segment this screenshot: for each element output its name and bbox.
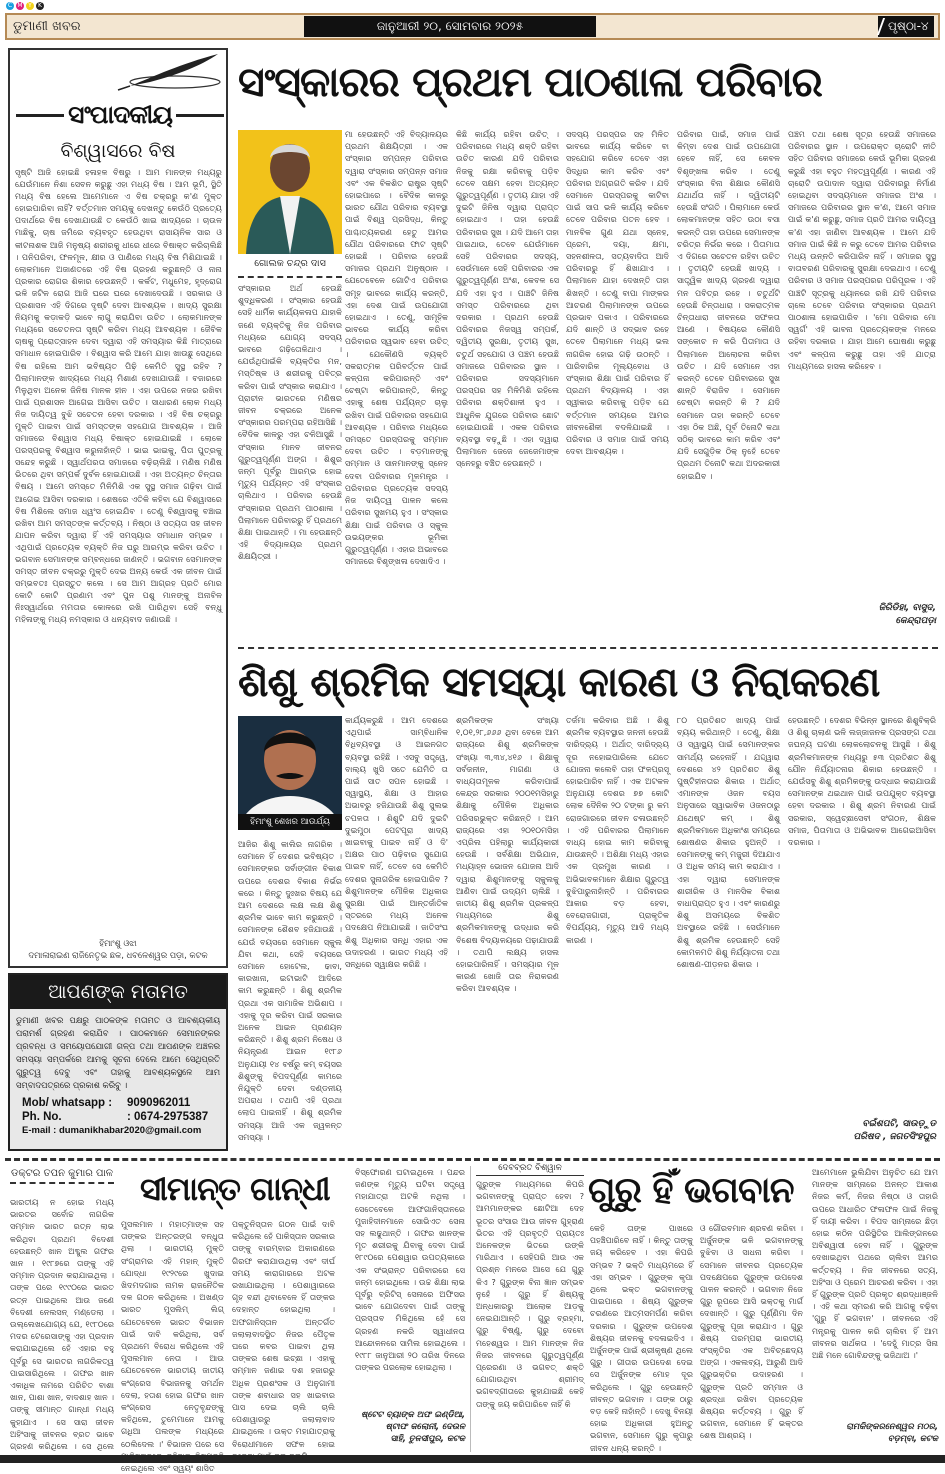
page-number: ପୃଷ୍ଠା-୪ (878, 16, 934, 37)
editorial-byline (10, 937, 226, 961)
mobile-number[interactable]: 9090962011 (127, 1097, 191, 1109)
section-divider (238, 647, 938, 649)
editorial-box (8, 48, 228, 968)
cyan-mark-icon: C (7, 2, 13, 9)
signoff-line: ପରିଷଦ , ଜଗତସିଂହପୁର (853, 1132, 936, 1142)
article2-column-6: ହେଉଛନ୍ତି । ଦେଶର ବିଭିନ୍ନ ସ୍ଥାନରେ ଶିଶୁବିକ୍ରି ଓ ଶିଶୁ ଚାଲାଣ ଭଳି ଲଜ୍ଜାଜନକ ପ୍ରସଙ୍ଗ ତଥା ଜଘନ୍ୟ ଘଟଣା ଲୋକଲୋଚନକୁ ଆସୁଛି । ଶିଶୁ ଶ୍ରମିକମାନଙ୍କ ମଧ୍ୟରୁ ୫୩ ପ୍ରତିଶତ ଶିଶୁ ଯୌନ ନିର୍ଯ୍ୟାତନାର ଶିକାର ହେଉଛନ୍ତି । ଯେଉଁସବୁ ଶିଶୁ ଶ୍ରମିକଙ୍କୁ ଉଦ୍ଧାର କରାଯାଉଛି ସେମାନଙ୍କ ଥଇଥାନ ପାଇଁ ଉପଯୁକ୍ତ ବ୍ୟବସ୍ଥା ହେବା ଦରକାର । ଶିଶୁ ଶ୍ରମ ନିବାରଣ ପାଇଁ ସରକାର, ସ୍ୱେଚ୍ଛାସେବୀ ସଂଗଠନ, ଶିକ୍ଷକ ସମାଜ, ପିତାମାତା ଓ ଅଭିଭାବକ ଆଗେଇଆସିବା ଦରକାର । (788, 715, 936, 848)
article3-headline: ସୀମାନ୍ତ ଗାନ୍ଧୀ (140, 1170, 330, 1208)
byline-address: ଦମାଳାରାଇଣ ରାଜିନେତୃଭ ଛକ, ଧବଳେଶ୍ୱର ପଡ଼ା, କଟକ (28, 950, 208, 960)
opinion-box (8, 973, 228, 1151)
article4-signoff (812, 1420, 938, 1444)
black-mark-icon: K (36, 2, 44, 10)
article2-headline: ଶିଶୁ ଶ୍ରମିକ ସମସ୍ୟା କାରଣ ଓ ନିରାକରଣ (238, 658, 880, 706)
opinion-text: ଡୁମାଣୀ ଖବର ପକ୍ଷରୁ ପାଠକଙ୍କ ମତାମତ ଓ ଆବଶ୍ୟକୀୟ ପରାମର୍ଶ ଗ୍ରହଣ କରାଯିବ । ପାଠକମାନେ ସେମାନଙ୍କର ପ୍ରବନ୍ଧ ଓ ସମୟୋପଯୋଗୀ ଗଳ୍ପ ତଥା ଆପଣଙ୍କ ଅଞ୍ଚଳର ସମସ୍ୟା ସମ୍ପର୍କରେ ଆମକୁ ସୂଚନା ଦେଲେ ଆମେ ସେଥିପ୍ରତି ଗୁରୁତ୍ୱ ଦେବୁ ଏବଂ ତାହାକୁ ଆବଶ୍ୟକସ୍ଥଳେ ଆମ ସମ୍ବାଦପତ୍ରରେ ପ୍ରକାଶ କରିବୁ । (16, 1015, 220, 1090)
divider (238, 276, 342, 278)
contact-info (10, 1094, 226, 1140)
issue-date: ଜାନୁଆରୀ ୨୦, ସୋମବାର ୨୦୨୫ (304, 16, 596, 37)
phone-label: Ph. No. (22, 1111, 62, 1123)
article3-signoff (355, 1408, 465, 1444)
article1-headline: ସଂସ୍କାରର ପ୍ରଥମ ପାଠଶାଳା ପରିବାର (238, 58, 822, 106)
person-portrait-icon (238, 130, 342, 254)
article2-column-4: ତର୍ଜମା କରିବାର ଅଛି । ଶିଶୁ ଶ୍ରମିକ ବ୍ୟବସ୍ଥାର ଜନନୀ ହେଉଛି ଦାରିଦ୍ର୍ୟ । ଅର୍ଥାତ୍ ଦାରିଦ୍ର୍ୟ ଦୂର ନହୋଇପାରିଲେ ଯେତେ ଯୋଜନା କଲେବି ତାହା ଫଳପ୍ରସୂ ହୋଇପାରିବ ନାହିଁ । ଏକ ଅଟକଳ ଅନୁଯାୟୀ ଦେଶର ୭୭ କୋଟି ଲୋକ ଦୈନିକ ୨୦ ଟଙ୍କା ରୁ କମ ରୋଜଗାରରେ ଜୀବନ ଚଳାଉଛନ୍ତି । ଏହି ପରିବାରର ପିଲାମାନେ ବାଧ୍ୟ ହୋଇ କାମ କରିବାକୁ ଯାଉଛନ୍ତି । ଅଶିକ୍ଷା ମଧ୍ୟ ଏହାର ଏକ ପ୍ରମୁଖ କାରଣ । ଅଭିଭାବକମାନେ ଶିକ୍ଷାର ଗୁରୁତ୍ୱ ବୁଝିପାରୁନାହାଁନ୍ତି । ପରିବାରର ଆକାର ବଡ଼ ହେବା, ବେରୋଜଗାରୀ, ପ୍ରାକୃତିକ ବିପର୍ଯ୍ୟୟ, ମୃତ୍ୟୁ ଆଦି ମଧ୍ୟ କାରଣ । (566, 715, 669, 945)
signoff-line: ସାହି, ତୁଳସୀପୁର, କଟକ (390, 1433, 465, 1443)
print-registration-marks (6, 2, 44, 10)
article2-column-1: ଆଜିର ଶିଶୁ କାଲିର ନାଗରିକ । ସେମାନେ ହିଁ ଦେଶର ଭବିଷ୍ୟତ । ସେମାନଙ୍କର ସର୍ବାଙ୍ଗୀନ ବିକାଶ ଉପରେ ଦେଶର ବିକାଶ ନିର୍ଭର କରେ । କିନ୍ତୁ ଦୁଃଖର ବିଷୟ ଯେ ଆମ ଦେଶରେ ଲକ୍ଷ ଲକ୍ଷ ଶିଶୁ ଶ୍ରମିକ ଭାବେ କାମ କରୁଛନ୍ତି । ସେମାନଙ୍କ ଶୈଶବ ହଜିଯାଉଛି । ଯେଉଁ ବୟସରେ ସେମାନେ ସ୍କୁଲ ଯିବା କଥା, ସେହି ବୟସରେ ସେମାନେ ହୋଟେଲ, ଢାବା, କାରଖାନା, ଇଟାଭାଟି ଆଦିରେ କାମ କରୁଛନ୍ତି । ଶିଶୁ ଶ୍ରମିକ ପ୍ରଥା ଏକ ସାମାଜିକ ଅଭିଶାପ । ଏହାକୁ ଦୂର କରିବା ପାଇଁ ସରକାର ଅନେକ ଆଇନ ପ୍ରଣୟନ କରିଛନ୍ତି । ଶିଶୁ ଶ୍ରମ ନିଷେଧ ଓ ନିୟନ୍ତ୍ରଣ ଆଇନ ୧୯୮୬ ଅନୁଯାୟୀ ୧୪ ବର୍ଷରୁ କମ୍ ବୟସର ଶିଶୁଙ୍କୁ ବିପଦପୂର୍ଣ୍ଣ କାମରେ ନିଯୁକ୍ତି ଦେବା ଦଣ୍ଡନୀୟ ଅପରାଧ । ତଥାପି ଏହି ପ୍ରଥା ଲୋପ ପାଇନାହିଁ । ଶିଶୁ ଶ୍ରମିକ ସମସ୍ୟା ଆଜି ଏକ ଜ୍ୱଳନ୍ତ ସମସ୍ୟା । (238, 839, 342, 1142)
article1-column-6: ପଞ୍ଚମ ତଥା ଶେଷ ସୂତ୍ର ହେଉଛି ସମାଜରେ ପରିବାରର ସ୍ଥାନ । ଉପରୋକ୍ତ ଚାରୋଟି ନୀତି ସହିତ ପରିବାର ସମାଜରେ କେଉଁ ଭୂମିକା ଗ୍ରହଣ କରୁଛି ଏହା ବହୁତ ମହତ୍ୱପୂର୍ଣ୍ଣ । କାରଣ ଏହି ଚାରୋଟି ଉପାଦାନ ଦ୍ୱାରା ପରିବାରରୁ ନିର୍ମାଣ ହୋଇଥିବା ସଦସ୍ୟମାନେ ସମାଜର ଅଂଶ । ସମାଜରେ ପରିବାରର ସ୍ଥାନ କ'ଣ, ଆମେ ସମାଜ ପାଇଁ କ'ଣ କରୁଛୁ, ସମାଜ ପ୍ରତି ଆମର ଦାୟିତ୍ୱ କ'ଣ ଏହା ଜାଣିବା ଆବଶ୍ୟକ । ଆମେ ଯଦି ସମାଜ ପାଇଁ କିଛି ନ କରୁ ତେବେ ଆମର ପରିବାର ମଧ୍ୟ ଉନ୍ନତି କରିପାରିବ ନାହିଁ । ସମାଜର ସୁସ୍ଥ ବାତାବରଣ ପରିବାରକୁ ସୁରକ୍ଷା ଦେଇଥାଏ । ତେଣୁ ପରିବାର ଓ ସମାଜ ପରସ୍ପରର ପରିପୂରକ । ଏହି ପାଞ୍ଚଟି ସୂତ୍ରକୁ ଧ୍ୟାନରେ ରଖି ଯଦି ପରିବାର ଚାଲେ ତେବେ ପରିବାର ସଂସ୍କାରର ପ୍ରଥମ ପାଠଶାଳା ହୋଇପାରିବ । 'ମୋ ପରିବାର ମୋ ସ୍ୱର୍ଗ' ଏହି ଭାବନା ପ୍ରତ୍ୟେକଙ୍କ ମନରେ ରହିବା ଦରକାର । ଯାହା ଆମେ ଘୋଷଣା କରୁଛୁ ଏବଂ କଳ୍ପନା କରୁଛୁ ତାହା ଏହି ଯାତ୍ରା ମାଧ୍ୟମରେ ହାସଲ କରିହେବ । (788, 129, 936, 371)
column-divider (470, 1166, 471, 1452)
editorial-banner (16, 100, 224, 130)
magenta-mark-icon: M (17, 2, 23, 9)
article3-column-1: ଭାରତୀୟ ନ ହୋଇ ମଧ୍ୟ ଭାରତର ସର୍ବୋଚ୍ଚ ନାଗରିକ ସମ୍ମାନ ଭାରତ ରତ୍ନ ଲାଭ କରିଥିବା ପ୍ରଥମ ବିଦେଶୀ ହେଉଛନ୍ତି ଖାନ ଅବ୍ଦୁଲ ଗଫର ଖାନ । ୧୯୮୭ରେ ତାଙ୍କୁ ଏହି ସମ୍ମାନ ପ୍ରଦାନ କରାଯାଇଥିଲା । ତାଙ୍କ ପରେ ୧୯୯୦ରେ ଭାରତ ରତ୍ନ ପାଇଥିଲେ ଆଉ ଜଣେ ବିଦେଶୀ ନେଲସନ୍ ମଣ୍ଡେଲା । ଉଲ୍ଲେଖଯୋଗ୍ୟ ଯେ, ୧୯୮୦ରେ ମଦର ଟେରେସାଙ୍କୁ ଏହା ପ୍ରଦାନ କରାଯାଇଥିଲେ ହେଁ ଏହାର ବହୁ ପୂର୍ବରୁ ସେ ଭାରତର ନାଗରିକତ୍ୱ ପାଇସାରିଥିଲେ । ଗଫର ଖାନ ଏକାଧିକ ନାମରେ ପରିଚିତ ବାଶା ଖାନ, ପାଶା ଖାନ, ବାଦଶାହ ଖାନ । ତାଙ୍କୁ ସୀମାନ୍ତ ଗାନ୍ଧୀ ମଧ୍ୟ କୁହାଯାଏ । ସେ ସାରା ଜୀବନ ଅହିଂସାକୁ ଜୀବନର ବ୍ରତ ଭାବେ ଗ୍ରହଣ କରିଥିଲେ । ସେ ଥିଲେ (10, 1197, 114, 1452)
article2-signoff (788, 1118, 936, 1144)
article1-signoff (788, 602, 936, 628)
article3-column-2: ମୁସଲମାନ । ମହାତ୍ମାଙ୍କ ସହ ତାଙ୍କର ଅନ୍ତରଙ୍ଗ ବନ୍ଧୁତା ଥିଲା । ଭାରତୀୟ ମୁକ୍ତି ସଂଗ୍ରାମର ଏହି ମହାନ୍ ମୁକ୍ତି ଯୋଦ୍ଧା ୧୯୨୯ରେ ଖୁଦାଇ ଖିଦମଦଗାର ନାମକ ରାଜନୈତିକ ଦଳ ଗଠନ କରିଥିଲେ । ଅଖଣ୍ଡ ଭାରତ ମୁସଲିମ୍ ଲିଗ୍ ଯେତେବେଳେ ଭାରତ ବିଭାଜନ ପାଇଁ ଦାବି କରିଥିଲା, ସର୍ବ ପ୍ରଥମେ ବିରୋଧ କରିଥିଲେ ଏହି ମୁସଲମାନ ନେତା । ଆଉ ଯେତେବେଳେ ଭାରତୀୟ ଜାତୀୟ କଂଗ୍ରେସ ବିଭାଜନକୁ ସମର୍ଥନ ଦେଲା, ହତାଶ ହୋଇ ଗଫର ଖାନ କଂଗ୍ରେସ ନେତୃବୃନ୍ଦଙ୍କୁ କହିଥିଲେ, ତୁମେମାନେ ଆମକୁ ଗଧିଆ ପଲଙ୍କ ମଧ୍ୟରେ ଠେଲିଦେଲ ।' ବିଭାଜନ ପରେ ସେ ନେଇଥିଲେ ଏବଂ ସ୍ୱୟଂ ଶାସିତ (121, 1219, 224, 1474)
editorial-title: ବିଶ୍ୱାସରେ ବିଷ (60, 140, 176, 162)
article4-column-1: ଗୁରୁଙ୍କ ମାଧ୍ୟମରେ କିପରି ଭଗବାନଙ୍କୁ ପ୍ରାପ୍ତ ହେବା ? ଆମମାନଙ୍କର ଛୋଟିଆ ଦେହ ଭୂତର ସଂସାର ଆଉ ଜୀବନ ଗୁହ୍ରାଣ ଭିତର ଏହି ପ୍ରବୃତ୍ତି ପ୍ରାୟତଃ ଅନେକଙ୍କ ଭିତରେ ଉଙ୍କି ମାରିଥାଏ । ସେହିପରି ଆଉ ଏକ ପ୍ରଶ୍ନ ମନରେ ଆସେ ଯେ ଗୁରୁ କିଏ ? ଗୁରୁଙ୍କ ବିନା ଜ୍ଞାନ ସମ୍ଭବ ନୁହେଁ । ଗୁରୁ ହିଁ ଶିଷ୍ୟକୁ ଅନ୍ଧକାରରୁ ଆଲୋକ ଆଡ଼କୁ ନେଇଯାଆନ୍ତି । ଗୁରୁ ବ୍ରହ୍ମା, ଗୁରୁ ବିଷ୍ଣୁ, ଗୁରୁ ଦେବୋ ମହେଶ୍ୱର । ଆମ ମାନଙ୍କ ନିଜ ନିଜର ଜୀବନରେ ଗୁରୁତ୍ୱପୂର୍ଣ୍ଣ ପ୍ରେରଣା ଓ ଭଗବତ୍ ଶକ୍ତି ଯୋଗାଉଥିବା ଶ୍ରୀମଦ୍ ଭଗବଦ୍‌ଗୀତାରେ କୁହାଯାଇଛି କେହି ତାଙ୍କୁ ଜୟ କରିପାରିବେ ନାହିଁ କି (476, 1179, 584, 1409)
article3-column-3: ପକ୍ତୁନିସ୍ତାନ ଗଠନ ପାଇଁ ଦାବି କରିଥିଲେ ହେଁ ପାକିସ୍ତାନ ସରକାର ତାଙ୍କୁ ବାରମ୍ବାର ଅକାରଣରେ ଗିରଫ କରାଯାଉଥିଲା ଏବଂ ଦୀର୍ଘ ସମୟ କାରାଗାରରେ ଅଟକ ରଖାଯାଇଥିଲା । ପେଶାୱାରରେ ଗୃହ ବନ୍ଦୀ ଥିବାବେଳେ ହିଁ ତାଙ୍କର ଦେହାନ୍ତ ହୋଇଥିଲା । ଅଫଗାନିସ୍ତାନ ଅନ୍ତର୍ଗତ ଜଲାଲାବାଦସ୍ଥିତ ନିଜର ପୈତୃକ ଘରେ କବର ପାଇବା ଥିଲା ତାଙ୍କର ଶେଷ ଇଚ୍ଛା । ଏହାକୁ ସମ୍ମାନ ଜଣାଇ ଦଶ ହଜାରରୁ ଅଧିକ ପ୍ରଶଂସକ ଓ ଅନୁଗାମୀ ତାଙ୍କ ଶବାଧାର ସହ ଖାଇବାର ପାସ ଦେଇ ଚାଲି ଚାଲି ପେଶାୱାରରୁ ଜଲାଲାବାଦ ଯାଇଥିଲେ । ଉକ୍ତ ମହାଯାତ୍ରାକୁ ବିରୋଧୀମାନେ ସଫଳ ହୋଇ (232, 1219, 335, 1449)
byline-name: ହିମାଂଶୁ ଓଝା (99, 938, 137, 948)
phone-number[interactable]: : 0674-2975387 (127, 1111, 209, 1123)
article1-column-2: ମା ହେଉଛନ୍ତି ଏହି ବିଦ୍ୟାଳୟର ପ୍ରଥମ ଶିକ୍ଷୟିତ୍ରୀ । ଏକ ସଂସ୍କାର ସମ୍ପନ୍ନ ପରିବାର ଦ୍ୱାରା ସଂସ୍କାର ସମ୍ପନ୍ନ ସମାଜ ଏବଂ ଏକ ବିକଶିତ ରାଷ୍ଟ୍ର ସୃଷ୍ଟି ହୋଇପାରେ । ବୈଦିକ କାଳରୁ ଭାରତ ଯୌଥ ପରିବାର ବ୍ୟବସ୍ଥା ପାଇଁ ବିଶ୍ୱ ପ୍ରସିଦ୍ଧ, କିନ୍ତୁ ପାଶ୍ଚାତ୍ୟକରଣ ହେତୁ ଆମର ଯୌଥ ପରିବାରରେ ଫାଟ ସୃଷ୍ଟି ହୋଇଛି । ପରିବାର ହେଉଛି ସମାଜର ପ୍ରଥମ ଅନୁଷ୍ଠାନ । ଯେତେବେଳେ ଗୋଟିଏ ପରିବାର ସମୂହ ଭାବରେ କାର୍ଯ୍ୟ କରନ୍ତି, ଏହା ଦେଶ ପାଇଁ ଉପଯୋଗୀ ହୋଇଥାଏ । ତେଣୁ, ସାମୂହିକ ଭାବରେ କାର୍ଯ୍ୟ କରିବା ପରିବାରର ସ୍ୱଭାବ ହେବା ଉଚିତ୍ । ଯେକୌଣସି ବ୍ୟକ୍ତି ସକରାତ୍ମକ ପରିବର୍ତ୍ତନ ପାଇଁ କଳ୍ପନା କରିପାରନ୍ତି ଏବଂ ଚେଷ୍ଟା କରିପାରନ୍ତି, କିନ୍ତୁ ଏହାକୁ ଶେଷ ପର୍ଯ୍ୟନ୍ତ ଚାଲୁ ରଖିବା ପାଇଁ ପରିବାରର ସହଯୋଗ ଆବଶ୍ୟକ । ପରିବାର ମଧ୍ୟରେ ସମସ୍ତେ ପରସ୍ପରକୁ ସମ୍ମାନ ଦେବା ଉଚିତ । ବଡ଼ମାନଙ୍କୁ ସମ୍ମାନ ଓ ସାନମାନଙ୍କୁ ସ୍ନେହ ଦେବା ପରିବାରର ମୂଳମନ୍ତ୍ର । ପରିବାରର ପ୍ରତ୍ୟେକ ସଦସ୍ୟ ନିଜ ଦାୟିତ୍ୱ ପାଳନ କଲେ ପରିବାର ସୁଖମୟ ହୁଏ । ସଂସ୍କାର ଶିକ୍ଷା ପାଇଁ ପରିବାର ଓ ସ୍କୁଲ ଉଭୟଙ୍କର ଭୂମିକା ଗୁରୁତ୍ୱପୂର୍ଣ୍ଣ । ଏହାର ଅଭାବରେ ସମାଜରେ ବିଶୃଙ୍ଖଳା ଦେଖାଦିଏ । (345, 129, 448, 567)
mobile-label: Mob/ whatsapp : (22, 1097, 113, 1109)
article3-author: ଡକ୍ଟର ତପନ କୁମାର ପାଳ (10, 1168, 114, 1184)
author-photo (238, 716, 342, 830)
signoff-line: କେନ୍ଦ୍ରାପଡ଼ା (895, 616, 936, 626)
article2-column-2: କାର୍ଯ୍ୟକରୁଛି । ଆମ ଦେଶରେ ଏଥିପାଇଁ ସାମ୍ବିଧାନିକ ବିଧିବ୍ୟବସ୍ଥା ଓ ଆଇନଗତ ବ୍ୟବସ୍ଥା ରହିଛି । ଏସବୁ ସତ୍ତ୍ୱେ, ବାଲ୍ୟ ଖୁସି ସତେ ଯେମିତି ତା ପାଇଁ ସାତ ସପନ ହୋଇଛି । ସ୍ୱାସ୍ଥ୍ୟ, ଶିକ୍ଷା ଓ ଆହାର ଅଭାବରୁ ହଜିଯାଉଛି ଶିଶୁ ସୁଲଭ ଚପଳତା । ଶିଶୁଟି ଯଦି ଦୁଇଟି ଦୁଇମୁଠା ପେଟପୂରା ଖାଦ୍ୟ ଖାଇବାକୁ ପାଇବ ନାହିଁ ଓ ଦି' ଅକ୍ଷର ପାଠ ପଢ଼ିବାର ସୁଯୋଗ ପାଇବ ନାହିଁ, ତେବେ ସେ କେମିତି ଦେଶର ସୁନାଗରିକ ହୋଇପାରିବ ? ଶିଶୁମାନଙ୍କ ମୌଳିକ ଅଧିକାର ସୁରକ୍ଷା ପାଇଁ ଆନ୍ତର୍ଜାତିକ ସ୍ତରରେ ମଧ୍ୟ ଅନେକ ପଦକ୍ଷେପ ନିଆଯାଇଛି । ଜାତିସଂଘ ଶିଶୁ ଅଧିକାର ସନ୍ଧି ଏହାର ଏକ ଉଦାହରଣ । ଭାରତ ମଧ୍ୟ ଏହି ସନ୍ଧିରେ ସ୍ୱାକ୍ଷର କରିଛି । (345, 715, 448, 970)
article1-column-4: ସଦସ୍ୟ ପରସ୍ପର ସହ ମିଳିତ ଭାବରେ କାର୍ଯ୍ୟ କରିବେ ବା ସହଯୋଗ କରିବେ ତେବେ ଏହା ସିଦ୍ଧିର କାମ କରିବ ଏବଂ ପରିବାର ଅଗ୍ରଗତି କରିବ । ଯଦି ସେମାନେ ପରସ୍ପରକୁ କାଟିବା ପାଇଁ ସାପ ଭଳି କାର୍ଯ୍ୟ କରିବେ ତେବେ ପରିବାର ପତନ ହେବ । ମାନବିକ ଗୁଣ ଯଥା ସ୍ନେହ, ପ୍ରେମ, ଦୟା, କ୍ଷମା, ସହନଶୀଳତା, ସତ୍ୟବାଦିତା ଆଦି ପରିବାରରୁ ହିଁ ଶିଖାଯାଏ । ପିଲାମାନେ ଯାହା ଦେଖନ୍ତି ତାହା ଶିଖନ୍ତି । ତେଣୁ ବାପା ମାଙ୍କର ଆଚରଣ ପିଲାମାନଙ୍କ ଉପରେ ପ୍ରଭାବ ପକାଏ । ପରିବାରରେ ଯଦି ଶାନ୍ତି ଓ ସଦ୍ଭାବ ରହେ ତେବେ ପିଲାମାନେ ମଧ୍ୟ ଭଲ ନାଗରିକ ହୋଇ ଗଢ଼ି ଉଠନ୍ତି । ପାରିବାରିକ ମୂଲ୍ୟବୋଧ ଓ ସଂସ୍କାର ଶିକ୍ଷା ପାଇଁ ପରିବାର ହିଁ ପ୍ରଥମ ବିଦ୍ୟାଳୟ । ଏହା ସ୍ୱୀକାର କରିବାକୁ ପଡ଼ିବ ଯେ ବର୍ତ୍ତମାନ ସମୟରେ ଆମର ଜୀବନଶୈଳୀ ବଦଳିଯାଇଛି । ପରିବାର ଓ ସମାଜ ପାଇଁ ସମୟ ଦେବା ଆବଶ୍ୟକ । (566, 129, 669, 457)
article2-column-3: ଶ୍ରମିକଙ୍କ ସଂଖ୍ୟା ୧,୦୧,୨୮,୬୬୬ ଥିବା ବେଳେ ଆମ ରାଜ୍ୟରେ ଶିଶୁ ଶ୍ରମିକଙ୍କ ସଂଖ୍ୟା ୩,୩୪,୪୧୬ । ଶିକ୍ଷାକୁ ସର୍ବଜନୀନ, ମାଗଣା ଓ ବାଧ୍ୟତାମୂଳକ କରିବାପାଇଁ କେନ୍ଦ୍ର ସରକାର ୨୦୦୧ମସିହାରୁ ଶିକ୍ଷାକୁ ମୌଳିକ ଅଧିକାର ପରିସରଭୁକ୍ତ କରିଛନ୍ତି । ଆମ ରାଜ୍ୟରେ ଏହା ୨୦୧୦ମସିହା ଏପ୍ରିଲ ପହିଲାରୁ କାର୍ଯ୍ୟକାରୀ ହେଉଛି । ସର୍ବଶିକ୍ଷା ଅଭିଯାନ, ମଧ୍ୟାହ୍ନ ଭୋଜନ ଯୋଜନା ଆଦି ଦ୍ୱାରା ଶିଶୁମାନଙ୍କୁ ସ୍କୁଲକୁ ଆଣିବା ପାଇଁ ଉଦ୍ୟମ ଚାଲିଛି । ଜାତୀୟ ଶିଶୁ ଶ୍ରମିକ ପ୍ରକଳ୍ପ ମାଧ୍ୟମରେ ଶିଶୁ ଶ୍ରମିକମାନଙ୍କୁ ଉଦ୍ଧାର କରି ବିଶେଷ ବିଦ୍ୟାଳୟରେ ପଢ଼ାଯାଉଛି । ତଥାପି ଲକ୍ଷ୍ୟ ହାସଲ ହୋଇପାରିନାହିଁ । ସମସ୍ୟାର ମୂଳ କାରଣ ଖୋଜି ତାର ନିରାକରଣ କରିବା ଆବଶ୍ୟକ । (456, 715, 559, 994)
opinion-title: ଆପଣଙ୍କ ମତାମତ (10, 975, 226, 1009)
article2-column-5: ୮୦ ପ୍ରତିଶତ ଖାଦ୍ୟ ପାଇଁ ବ୍ୟୟ କରିଥାନ୍ତି । ତେଣୁ, ଶିକ୍ଷା ଓ ସ୍ୱାସ୍ଥ୍ୟ ପାଇଁ ସେମାନଙ୍କର ସାମର୍ଥ୍ୟ ରହେନାହିଁ । ଯଦ୍ଦ୍ୱାରା ଦେଶରେ ୪୨ ପ୍ରତିଶତ ଶିଶୁ ପୁଷ୍ଟିହୀନତାର ଶିକାର । ଅର୍ଥାତ୍ ଏମାନଙ୍କ ଓଜନ ବୟସ ଅନୁସାରେ ସ୍ୱାଭାବିକ ଓଜନଠାରୁ ଯଥେଷ୍ଟ କମ୍ । ଶିଶୁ ଶ୍ରମିକମାନେ ଅଧିକାଂଶ ସମୟରେ ଶୋଷଣର ଶିକାର ହୁଅନ୍ତି । ସେମାନଙ୍କୁ କମ୍ ମଜୁରୀ ଦିଆଯାଏ ଓ ଅଧିକ ସମୟ କାମ କରାଯାଏ । ଏହା ଦ୍ୱାରା ସେମାନଙ୍କ ଶାରୀରିକ ଓ ମାନସିକ ବିକାଶ ବାଧାପ୍ରାପ୍ତ ହୁଏ । ଏବଂ କାରଣରୁ ଶିଶୁ ଅସମୟରେ ବିକଶିତ ଅବସ୍ଥାରେ ରହିଛି । ସେଉଁମାନେ ଶିଶୁ ଶ୍ରମିକ ହେଉଛନ୍ତି ସେହି କୋମଳମତି ଶିଶୁ ନିର୍ଯ୍ୟାତନା ତଥା ଶୋଷଣ-ପୀଡ଼ନର ଶିକାର । (677, 715, 780, 970)
article3-column-4: ବିସ୍ଫୋରଣ ଘଟାଇଥିଲେ । ପନ୍ଦର ଜଣଙ୍କ ମୃତ୍ୟୁ ଘଟିବା ସତ୍ତ୍ୱେ ମହାଯାତ୍ରା ଅଟକି ନଥିଲା । ସେତେବେଳେ ଆଫଗାନିସ୍ତାନରେ ମୁଜାହିଦୀନମାନେ ସୋଭିଏତ ସେନା ସହ ଲଢୁଥାନ୍ତି । ଗଫର ଖାନଙ୍କ ମୃତ ଶରୀରକୁ ଯିବାକୁ ଦେବା ପାଇଁ ୧୮୯୦ରେ ପେଶୱାର ଉପତ୍ୟକାରେ ଏକ ସଂଭ୍ରାନ୍ତ ପରିବାରରେ ସେ ଜନ୍ମ ହୋଇଥିଲେ । ଉଚ୍ଚ ଶିକ୍ଷା ଲାଭ ପୂର୍ବରୁ ବ୍ରିଟିସ୍ ସେନାରେ ଅଫିସର ଭାବେ ଯୋଗଦେବା ପାଇଁ ତାଙ୍କୁ ପ୍ରସ୍ତାବ ମିଳିଥିଲେ ହେଁ ସେ ଗ୍ରହଣ ନକରି ସ୍ୱାଧୀନତା ଆନ୍ଦୋଳନରେ ସାମିଲ ହୋଇଥିଲେ । ୧୯୮୮ ଜାନୁଆରୀ ୨୦ ତାରିଖ ଦିନରେ ତାଙ୍କର ପରଲୋକ ହୋଇଥିଲା । (355, 1167, 465, 1373)
divider (16, 114, 64, 117)
article1-column-1: ସଂସ୍କାରର ଅର୍ଥ ହେଉଛି ଶୁଦ୍ଧିକରଣ । ସଂସ୍କାର ହେଉଛି ସେହି ଧାର୍ମିକ କାର୍ଯ୍ୟକଳାପ ଯାହାକି ଜଣେ ବ୍ୟକ୍ତିକୁ ନିଜ ପରିବାର ମଧ୍ୟରେ ଯୋଗ୍ୟ ସଦସ୍ୟ ଭାବରେ ଗଢ଼ିତୋଳିଥାଏ । ଯେଉଁଥିପାଇଁକି ବ୍ୟକ୍ତିର ମନ, ମସ୍ତିଷ୍କ ଓ ଶରୀରକୁ ପବିତ୍ର କରିବା ପାଇଁ ସଂସ୍କାର କରାଯାଏ । ପ୍ରାଚୀନ ଭାରତରେ ମଣିଷର ଜୀବନ ଚକ୍ରରେ ଅନେକ ସଂସ୍କାରର ପରମ୍ପରା ରହିଆସିଛି । ବୈଦିକ କାଳରୁ ଏହା ଚଳିଆସୁଛି । ସଂସ୍କାର ମାନବ ଜୀବନର ଗୁରୁତ୍ୱପୂର୍ଣ୍ଣ ଅଙ୍ଗ । ଶିଶୁର ଜନ୍ମ ପୂର୍ବରୁ ଆରମ୍ଭ ହୋଇ ମୃତ୍ୟୁ ପର୍ଯ୍ୟନ୍ତ ଏହି ସଂସ୍କାର ଚାଲିଥାଏ । ପରିବାର ହେଉଛି ସଂସ୍କାରର ପ୍ରଥମ ପାଠଶାଳା । ପିଲାମାନେ ପରିବାରରୁ ହିଁ ପ୍ରଥମେ ଶିକ୍ଷା ପାଇଥାନ୍ତି । ମା ହେଉଛନ୍ତି ଏହି ବିଦ୍ୟାଳୟର ପ୍ରଥମ ଶିକ୍ଷୟିତ୍ରୀ । (238, 283, 342, 562)
section-divider (5, 1158, 940, 1161)
author-caption: ଗୋଲକ ଚନ୍ଦ୍ର ଦାସ (254, 258, 326, 269)
yellow-mark-icon: Y (26, 2, 34, 10)
signoff-line: ଜିରିଡିହା, ବାସୁଦ, (878, 603, 936, 613)
signoff-line: ବଇଁଶପଟି, ସାଉଡ଼ୁଡ (862, 1119, 936, 1129)
paper-name: ଡୁମାଣୀ ଖବର (13, 19, 81, 34)
signoff-line: ବଡ଼ମ୍ବା, କଟକ (887, 1433, 938, 1443)
section-label: ସଂପାଦକୀୟ (68, 100, 172, 129)
author-caption: ହିମାଂଶୁ ଶେଖର ଆଉର୍ଯ୍ୟ (238, 814, 342, 830)
signoff-line: ଷ୍ଟାଫ କଲୋନୀ, ଦେଉଳ (385, 1421, 465, 1431)
article4-headline: ଗୁରୁ ହିଁ ଭଗବାନ (588, 1170, 794, 1211)
editorial-body: ସୃଷ୍ଟି ଆଜି ହୋଇଛି ହଳାହଳ ବିଷରୁ । ଆମ ମାନଙ୍କ ମଧ୍ୟରୁ ଯେଉଁମାନେ ନିଶା ସେବନ କରୁଛୁ ଏହା ମଧ୍ୟ ବିଷ । ଆମ ଭୂମି, ସ୍ଥିତି ମଧ୍ୟ ବିଷ ହେଲେ ଆମେମାନେ ଏ ବିଷ ଚକ୍ରରୁ କ'ଣ ମୁକ୍ତ ହୋଇପାରିବା ନାହିଁ? ବର୍ତ୍ତମାନ ସମୟକୁ ଦେଖନ୍ତୁ କେଉଁଠି ପ୍ରତ୍ୟେ ପଦାର୍ଥରେ ବିଷ ଦେଖାଯାଉଛି ତ କେଉଁଠି ଖାଇ ଖାଦ୍ୟରେ । ଚାଉଳ ମାଛିକୁ, ଚାଷ ଜମିରେ ବ୍ୟବହୃତ ହେଉଥିବା ରାସାୟନିକ ସାର ଓ କୀଟନାଶକ ଆଜି ମନୁଷ୍ୟ ଶରୀରକୁ ଧୀରେ ଧୀରେ ବିଷାକ୍ତ କରିଚାଲିଛି । ପନିପରିବା, ଫଳମୂଳ, କ୍ଷୀର ଓ ପାଣିରେ ମଧ୍ୟ ବିଷ ମିଶିଯାଇଛି । ଲୋକମାନେ ଅଜାଣତରେ ଏହି ବିଷ ଗ୍ରହଣ କରୁଛନ୍ତି ଓ ନାନା ପ୍ରକାର ରୋଗର ଶିକାର ହେଉଛନ୍ତି । କର୍କଟ, ମଧୁମେହ, ହୃଦ୍‌ରୋଗ ଭଳି ଜଟିଳ ରୋଗ ଆଜି ଘରେ ଘରେ ଦେଖାଦେଉଛି । ସରକାର ଓ ପ୍ରଶାସନ ଏହି ଦିଗରେ ଦୃଷ୍ଟି ଦେବା ଆବଶ୍ୟକ । ଖାଦ୍ୟ ସୁରକ୍ଷା ନିୟମକୁ କଡ଼ାକଡ଼ି ଭାବେ ଲାଗୁ କରାଯିବା ଉଚିତ । ଲୋକମାନଙ୍କ ମଧ୍ୟରେ ସଚେତନତା ସୃଷ୍ଟି କରିବା ମଧ୍ୟ ଆବଶ୍ୟକ । ଜୈବିକ ଚାଷକୁ ପ୍ରୋତ୍ସାହନ ଦେବା ଦ୍ୱାରା ଏହି ସମସ୍ୟାର କିଛି ମାତ୍ରାରେ ସମାଧାନ ହୋଇପାରିବ । ବିଶ୍ୱାସ କରି ଆମେ ଯାହା ଖାଉଛୁ ସେଥିରେ ବିଷ ରହିଲେ ଆମ ଭବିଷ୍ୟତ ପିଢ଼ି କେମିତି ସୁସ୍ଥ ରହିବ ? ପିଲାମାନଙ୍କ ଖାଦ୍ୟରେ ମଧ୍ୟ ମିଶାଣ ଦେଖାଯାଉଛି । ବଜାରରେ ମିଳୁଥିବା ଅନେକ ଜିନିଷ ମାନକ ହୀନ । ଏହା ଉପରେ ନଜର ରଖିବା ପାଇଁ ପ୍ରଶାସନ ଆଗେଇ ଆସିବା ଉଚିତ । ସାଧାରଣ ଲୋକ ମଧ୍ୟ ନିଜ ଦାୟିତ୍ୱ ବୁଝି ସଚେତନ ହେବା ଦରକାର । ଏହି ବିଷ ଚକ୍ରରୁ ମୁକ୍ତି ପାଇବା ପାଇଁ ସମସ୍ତଙ୍କ ସହଯୋଗ ଆବଶ୍ୟକ । ଆଜି ସମାଜରେ ବିଶ୍ୱାସ ମଧ୍ୟ ବିଷାକ୍ତ ହୋଇଯାଇଛି । ଲୋକେ ପରସ୍ପରକୁ ବିଶ୍ୱାସ କରୁନାହାଁନ୍ତି । ଭାଇ ଭାଇକୁ, ପିତା ପୁତ୍ରକୁ ସନ୍ଦେହ କରୁଛି । ସ୍ୱାର୍ଥପରତା ସମାଜରେ ବଢ଼ିଚାଲିଛି । ମଣିଷ ମଣିଷ ଭିତରେ ଥିବା ସମ୍ପର୍କ ଦୁର୍ବଳ ହୋଇଯାଉଛି । ଏହା ଅତ୍ୟନ୍ତ ଚିନ୍ତାର ବିଷୟ । ଆମେ ସମସ୍ତେ ମିଳିମିଶି ଏକ ସୁସ୍ଥ ସମାଜ ଗଢ଼ିବା ପାଇଁ ଆଗେଇ ଆସିବା ଦରକାର । ଶେଷରେ ଏତିକି କହିବା ଯେ ବିଶ୍ୱାସରେ ବିଷ ମିଶିଲେ ସମାଜ ଧ୍ୱଂସ ହୋଇଯିବ । ତେଣୁ ବିଶ୍ୱାସକୁ ବଞ୍ଚାଇ ରଖିବା ଆମ ସମସ୍ତଙ୍କ କର୍ତ୍ତବ୍ୟ । ନିଷ୍ଠା ଓ ସତ୍ୟତା ସହ ଜୀବନ ଯାପନ କରିବା ଦ୍ୱାରା ହିଁ ଏହି ସମସ୍ୟାର ସମାଧାନ ସମ୍ଭବ । ଏଥିପାଇଁ ପ୍ରତ୍ୟେକ ବ୍ୟକ୍ତି ନିଜ ଘରୁ ଆରମ୍ଭ କରିବା ଉଚିତ । ଭଗବାନ ସେମାନଙ୍କ ସମ୍ବନ୍ଧରେ ଜାଣନ୍ତି । ଭଗବାନ ସେମାନଙ୍କ ସମସ୍ତ ଜୀବନ ଚକ୍ରରୁ ମୁକ୍ତି ଦେଇ ଅନ୍ୟ କେଉଁ ଏକ ଜୀବନ ପାଇଁ ସମ୍ଭବତଃ ପ୍ରସ୍ତୁତ କଲେ । ସେ ଆମ ଆଗ୍ରହ ପ୍ରତି ମୋର କୋଟି କୋଟି ପ୍ରଣାମ ଏବଂ ପୁନ ପଶୁ ମାନଙ୍କୁ ଅନାବିଳ ନିଃସ୍ୱାର୍ଥରେ ମମତାର କୋଳରେ ରଖି ପାରିଥିବା ସେହି ବନ୍ଧୁ ମହିଳାଙ୍କୁ ମଧ୍ୟ ନମସ୍କାର ଓ ଧନ୍ୟବାଦ ଜଣାଉଛି । (15, 167, 222, 625)
article1-column-5: ପରିବାର ପାଇଁ, ସମାଜ ପାଇଁ କିମ୍ବା ଦେଶ ପାଇଁ ଉପଯୋଗୀ ହେବେ ନାହିଁ, ସେ କେବଳ ବିଶୃଙ୍ଖଳା କରିବ । ତେଣୁ ସଂସ୍କାର ବିନା ଶିକ୍ଷାର କୌଣସି ଯଥାର୍ଥତା ନାହିଁ । ଦ୍ୱିତୀୟଟି ହେଉଛି ସଂଗତି । ପିଲାମାନେ କେଉଁ ଲୋକମାନଙ୍କ ସହିତ ଉଠା ବସା କରନ୍ତି ତାହା ଉପରେ ସେମାନଙ୍କ ଚରିତ୍ର ନିର୍ଭର କରେ । ପିତାମାତା ଏ ଦିଗରେ ସଚେତନ ରହିବା ଉଚିତ । ତୃତୀୟଟି ହେଉଛି ଖାଦ୍ୟ । ସାତ୍ତ୍ୱିକ ଖାଦ୍ୟ ଗ୍ରହଣ ଦ୍ୱାରା ମନ ପବିତ୍ର ରହେ । ଚତୁର୍ଥଟି ହେଉଛି ଚିନ୍ତାଧାରା । ସକରାତ୍ମକ ଚିନ୍ତାଧାରା ଜୀବନରେ ସଫଳତା ଆଣେ । ବିଷୟରେ କୌଣସି ସଙ୍କୋଚ ନ କରି ପିତାମାତା ଓ ପିଲାମାନେ ଆଲୋଚନା କରିବା ଉଚିତ । ଯଦି ସେମାନେ ଏହା କରନ୍ତି ତେବେ ପରିବାରରେ ସୁଖ ଶାନ୍ତି ବିରାଜିବ । ସେମାନେ ଚେଷ୍ଟା କରନ୍ତି କି ? ଯଦି ସେମାନେ ତାହା କରନ୍ତି ତେବେ ଏହା ଠିକ ଅଛି, ପୂର୍ବ ତିନୋଟି କଥା ସଠିକ୍ ଭାବରେ କାମ କରିବ ଏବଂ ଯଦି ସେଗୁଡ଼ିକ ଠିକ୍ ନୁହେଁ ତେବେ ପ୍ରଥମ ତିନୋଟି କଥା ଅଦରକାରୀ ହୋଇଯିବ । (677, 129, 780, 481)
divider (176, 114, 224, 117)
quill-pen-icon (110, 52, 220, 92)
signoff-line: ରାମକିଙ୍କରନେଶ୍ୱର ମଠର, (846, 1421, 938, 1431)
article4-author: ଦେବବ୍ରତ ବିଶ୍ୱାଳ (476, 1163, 584, 1176)
masthead (5, 13, 940, 40)
email-link[interactable]: E-mail : dumanikhabar2020@gmail.com (22, 1125, 202, 1136)
article4-column-4: ଆମେମାନେ ଭୁଲିଯିବା ଅନୁଚିତ ଯେ ଆମ ମାନଙ୍କ ସାମ୍ନାରେ ଅନନ୍ତ ଆକାଶ ନିଜର କର୍ମ, ନିଜର ନିଷ୍ଠା ଓ ତାହାରି ଉପରେ ଆଧାରିତ ଫଳାଫଳ ପାଇଁ ନିଜକୁ ହିଁ ଦାୟୀ କରିବା । ବିପଦ ସାମ୍ନାରେ ଛିଡ଼ା ହୋଇ କଠିନ ପରିସ୍ଥିତିର ଆଲିଙ୍ଗନରେ ଅବିଶ୍ୱାସୀ ହେବା ନାହିଁ । ଗୁରୁଙ୍କ ଦେଖାଇଥିବା ପଥରେ ଚାଲିବା ଆମର କର୍ତ୍ତବ୍ୟ । ନିଜ ଜୀବନରେ ସତ୍ୟ, ଅହିଂସା ଓ ପ୍ରେମ ଆଚରଣ କରିବା । ଏହା ହିଁ ଗୁରୁଙ୍କ ପ୍ରତି ପ୍ରକୃତ ଶ୍ରଦ୍ଧାଞ୍ଜଳି । ଏହି କଥା ସ୍ମରଣ କରି ଆଗକୁ ବଢ଼ିବା 'ଗୁରୁ ହିଁ ଭଗବାନ' । ଜୀବନରେ ଏହି ମନ୍ତ୍ରକୁ ପାଳନ କରି ଚାଲିବା ହିଁ ଆମ ଜୀବନର ସାର୍ଥକତା । 'ଦେହୁଁ ମାତ୍ର ସିନା ଅଛି ମନେ ଗୋବିନ୍ଦଙ୍କୁ ଭଜିଥାଅ ।' (812, 1167, 938, 1361)
signoff-line: ଷ୍ଟେଟ ବ୍ୟାଙ୍କ ଅଫ ଇଣ୍ଡିଆ, (361, 1409, 465, 1419)
article4-column-2: କେହି ତାଙ୍କ ପାଖରେ ପହଞ୍ଚିପାରିବେ ନାହିଁ । କିନ୍ତୁ ତାଙ୍କୁ ଜୟ କରିହେବ । ଏହା କିପରି ସମ୍ଭବ ? ଭକ୍ତି ମାଧ୍ୟମରେ ହିଁ ଏହା ସମ୍ଭବ । ଗୁରୁଙ୍କ କୃପା ଥିଲେ ଭକ୍ତ ଭଗବାନଙ୍କୁ ପାଇପାରେ । ଶିଷ୍ୟ ଗୁରୁଙ୍କ ଚରଣରେ ଆତ୍ମସମର୍ପଣ କରିବା ଦରକାର । ଗୁରୁଙ୍କ ଉପଦେଶ ଶିଷ୍ୟର ଜୀବନକୁ ବଦଳାଇଦିଏ । ଅର୍ଜୁନଙ୍କ ପାଇଁ ଶ୍ରୀକୃଷ୍ଣ ଥିଲେ ଗୁରୁ । ଗୀତାର ଉପଦେଶ ଦେଇ ସେ ଅର୍ଜୁନଙ୍କ ମୋହ ଦୂର କରିଥିଲେ । ଗୁରୁ ହେଉଛନ୍ତି ଜୀବନ୍ତ ଭଗବାନ । ତାଙ୍କ ଠାରୁ ବଡ଼ କେହି ନାହାଁନ୍ତି । ଦେଖୁ ବିନୟୀ ହୋଇ ଅଧିକାରୀ ହୁଅନ୍ତୁ ଭଗବାନ, ସେମାନେ ଗୁରୁ କୃପାରୁ ଜୀବନ ଧନ୍ୟ କରନ୍ତି । (590, 1223, 693, 1453)
page-bottom-bar (0, 1455, 945, 1463)
article4-column-3: ଓ ଗୌରବମାନ ଶ୍ରବଣ କରିବା । ଅର୍ଜୁନଙ୍କ ଭଳି ଭଗବାନଙ୍କୁ ବୁଝିବା ଓ ସାଧନା କରିବା । ସେମାନେ ଜୀବନର ପ୍ରତ୍ୟେକ ପଦକ୍ଷେପରେ ଗୁରୁଙ୍କ ଉପଦେଶ ପାଳନ କରନ୍ତି । ଭଗବାନ ନିଜେ ଗୁରୁ ରୂପରେ ଆସି ଭକ୍ତକୁ ମାର୍ଗ ଦେଖାନ୍ତି । ଗୁରୁ ପୂର୍ଣ୍ଣିମା ଦିନ ଗୁରୁଙ୍କୁ ପୂଜା କରାଯାଏ । ଗୁରୁ ଶିଷ୍ୟ ପରମ୍ପରା ଭାରତୀୟ ସଂସ୍କୃତିର ଏକ ଅବିଚ୍ଛେଦ୍ୟ ଅଙ୍ଗ । ଏକଲବ୍ୟ, ଆରୁଣି ଆଦି ଗୁରୁଭକ୍ତିର ଉଦାହରଣ । ଗୁରୁଙ୍କ ପ୍ରତି ସମ୍ମାନ ଓ ଶ୍ରଦ୍ଧା ରଖିବା ପ୍ରତ୍ୟେକ ଶିଷ୍ୟର କର୍ତ୍ତବ୍ୟ । ଗୁରୁ ହିଁ ଭଗବାନ, ସେମାନେ ହିଁ ଭକ୍ତର ଶେଷ ଆଶ୍ରୟ । (700, 1223, 803, 1441)
author-photo (238, 130, 342, 254)
person-portrait-icon (238, 716, 342, 830)
article1-column-3: କିଛି କାର୍ଯ୍ୟ ରହିବା ଉଚିତ୍ । ପରିବାରରେ ମଧ୍ୟ ଶକ୍ତି ରହିବା ଉଚିତ କାରଣ ଯଦି ପରିବାର ନିଜକୁ ରକ୍ଷା କରିବାକୁ ପଡ଼ିବ ତେବେ ସକ୍ଷମ ହେବା ଅତ୍ୟନ୍ତ ଗୁରୁତ୍ୱପୂର୍ଣ୍ଣ । ତୃତୀୟ ଯାହା ଏହି ଦୁଇଟି ଜିନିଷ ଦ୍ୱାରା ପ୍ରାପ୍ତ ହୋଇଥାଏ । ତାହା ହେଉଛି ପରିବାରର ସୁଖ । ଯଦି ଆମେ ତାହା ପାଇଥାଉ, ତେବେ ଯେଉଁମାନେ ସେହି ପରିବାରର ସଦସ୍ୟ, ସେଉଁମାନେ ସେହି ପରିବାରର ଏକ ଗୁରୁତ୍ୱପୂର୍ଣ୍ଣ ଅଂଶ, କେବଳ ସେ ଯଦି ଏହା ହୁଏ । ପାଞ୍ଚଟି ଜିନିଷ ସମସ୍ତ ପରିବାରରେ ଥିବା ଦରକାର । ପ୍ରଥମ ହେଉଛି ପରିବାରର ନିଜସ୍ୱ ସମ୍ପର୍କ, ଦ୍ୱିତୀୟ ସୁରକ୍ଷା, ତୃତୀୟ ସୁଖ, ଚତୁର୍ଥ ସହଯୋଗ ଓ ପଞ୍ଚମ ହେଉଛି ସମାଜରେ ପରିବାରର ସ୍ଥାନ । ପରିବାରର ସଦସ୍ୟମାନେ ପରସ୍ପର ସହ ମିଳିମିଶି ରହିଲେ ପରିବାର ଶକ୍ତିଶାଳୀ ହୁଏ । ଆଧୁନିକ ଯୁଗରେ ପରିବାର ଛୋଟ ହୋଇଯାଉଛି । ଏକକ ପରିବାର ବ୍ୟବସ୍ଥା ବଢ଼ୁଛି । ଏହା ଦ୍ୱାରା ପିଲାମାନେ ଜେଜେ ଜେଜେମାଙ୍କ ସ୍ନେହରୁ ବଞ୍ଚିତ ହେଉଛନ୍ତି । (456, 129, 559, 469)
